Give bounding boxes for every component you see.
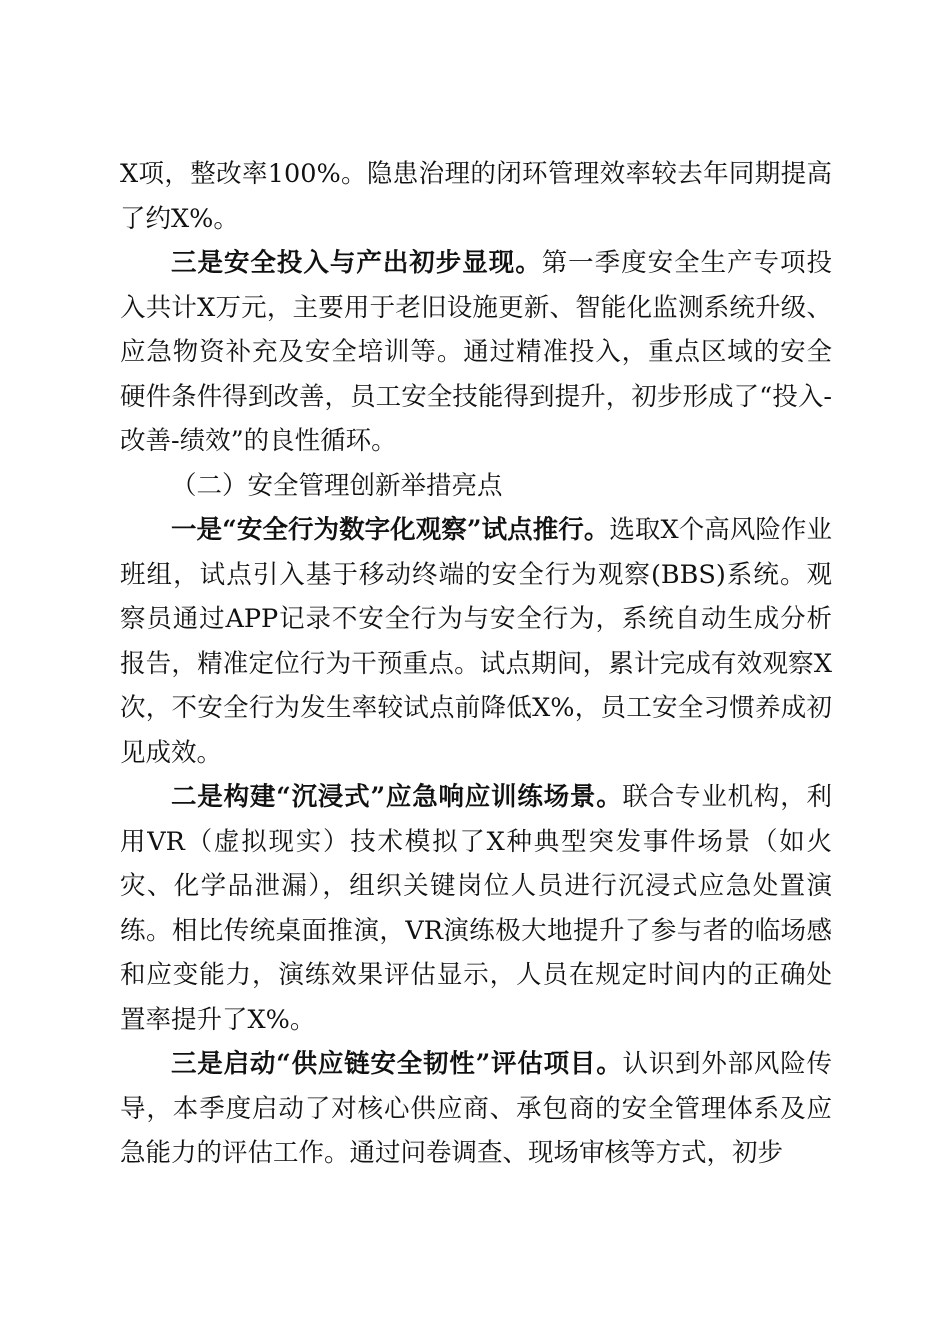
paragraph-behavior-observation	[120, 508, 832, 775]
paragraph-lead-heading: 三是安全投入与产出初步显现。	[171, 248, 542, 278]
paragraph-safety-investment	[120, 241, 832, 464]
paragraph-text: 第一季度安全生产专项投入共计X万元，主要用于老旧设施更新、智能化监测系统升级、应急物资补充及安全培训等。通过精准投入，重点区域的安全硬件条件得到改善，员工安全技能得到提升，初步形成了“投入-改善-绩效”的良性循环。	[120, 248, 832, 456]
paragraph-supply-chain-assessment	[120, 1042, 832, 1176]
paragraph-immersive-emergency-training	[120, 775, 832, 1042]
paragraph-text: 认识到外部风险传导，本季度启动了对核心供应商、承包商的安全管理体系及应急能力的评估工作。通过问卷调查、现场审核等方式，初步	[120, 1049, 832, 1168]
section-heading-innovation-highlights	[120, 464, 832, 509]
paragraph-lead-heading: 三是启动“供应链安全韧性”评估项目。	[171, 1049, 623, 1079]
paragraph-lead-heading: 二是构建“沉浸式”应急响应训练场景。	[171, 782, 623, 812]
paragraph-lead-heading: 一是“安全行为数字化观察”试点推行。	[171, 515, 610, 545]
document-page	[120, 152, 832, 1176]
paragraph-text: X项，整改率100%。隐患治理的闭环管理效率较去年同期提高了约X%。	[120, 159, 832, 234]
paragraph-text: 联合专业机构，利用VR（虚拟现实）技术模拟了X种典型突发事件场景（如火灾、化学品泄漏），组织关键岗位人员进行沉浸式应急处置演练。相比传统桌面推演，VR演练极大地提升了参与者的临场感和应变能力，演练效果评估显示，人员在规定时间内的正确处置率提升了X%。	[120, 782, 832, 1035]
paragraph-rectification-rate	[120, 152, 832, 241]
paragraph-text: 选取X个高风险作业班组，试点引入基于移动终端的安全行为观察(BBS)系统。观察员通过APP记录不安全行为与安全行为，系统自动生成分析报告，精准定位行为干预重点。试点期间，累计完成有效观察X次，不安全行为发生率较试点前降低X%，员工安全习惯养成初见成效。	[120, 515, 832, 768]
section-heading-text: （二）安全管理创新举措亮点	[171, 470, 503, 501]
